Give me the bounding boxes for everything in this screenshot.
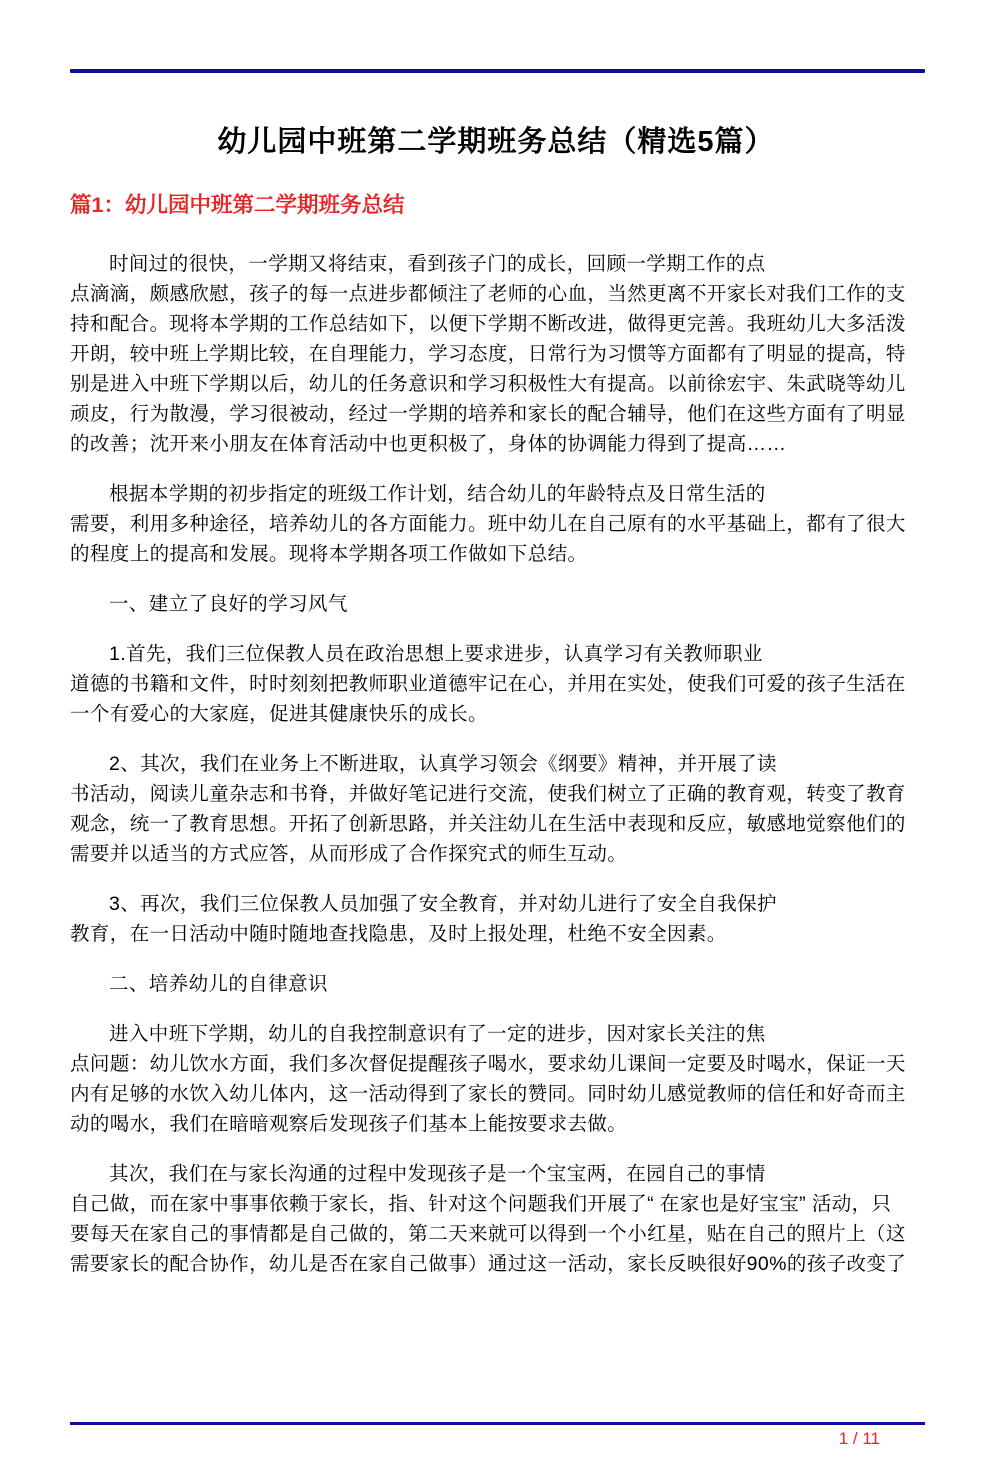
text-line: 3、再次，我们三位保教人员加强了安全教育，并对幼儿进行了安全自我保护 (109, 893, 777, 915)
text-line: 持和配合。现将本学期的工作总结如下，以便下学期不断改进，做得更完善。我班幼儿大多活泼 (70, 313, 906, 335)
text-line: 一个有爱心的大家庭，促进其健康快乐的成长。 (70, 703, 488, 725)
text-line: 道德的书籍和文件，时时刻刻把教师职业道德牢记在心，并用在实处，使我们可爱的孩子生活在 (70, 673, 906, 695)
text-line: 顽皮，行为散漫，学习很被动，经过一学期的培养和家长的配合辅导，他们在这些方面有了明显 (70, 403, 906, 425)
text-line: 动的喝水，我们在暗暗观察后发现孩子们基本上能按要求去做。 (70, 1113, 628, 1135)
text-line: 点问题：幼儿饮水方面，我们多次督促提醒孩子喝水，要求幼儿课间一定要及时喝水，保证一天 (70, 1053, 906, 1075)
text-line: 进入中班下学期，幼儿的自我控制意识有了一定的进步，因对家长关注的焦 (109, 1023, 766, 1045)
paragraph (70, 889, 928, 949)
text-line: 内有足够的水饮入幼儿体内，这一活动得到了家长的赞同。同时幼儿感觉教师的信任和好奇而主 (70, 1083, 906, 1105)
document-page (0, 69, 992, 1472)
paragraph (70, 749, 928, 869)
footer-divider-rule (70, 1422, 925, 1425)
text-line: 观念，统一了教育思想。开拓了创新思路，并关注幼儿在生活中表现和反应，敏感地觉察他们的 (70, 813, 906, 835)
paragraph (70, 1159, 928, 1279)
text-line: 开朗，较中班上学期比较，在自理能力，学习态度，日常行为习惯等方面都有了明显的提高，特 (70, 343, 906, 365)
body-heading (70, 969, 928, 999)
paragraph (70, 249, 928, 459)
text-line: 书活动，阅读儿童杂志和书脊，并做好笔记进行交流，使我们树立了正确的教育观，转变了教育 (70, 783, 906, 805)
text-line: 点滴滴，颇感欣慰，孩子的每一点进步都倾注了老师的心血，当然更离不开家长对我们工作的支 (70, 283, 906, 305)
text-line: 的程度上的提高和发展。现将本学期各项工作做如下总结。 (70, 543, 588, 565)
text-line: 根据本学期的初步指定的班级工作计划，结合幼儿的年龄特点及日常生活的 (109, 483, 766, 505)
text-line: 时间过的很快，一学期又将结束，看到孩子门的成长，回顾一学期工作的点 (109, 253, 766, 275)
document-body (70, 249, 928, 1279)
top-divider-rule (70, 69, 925, 73)
text-line: 一、建立了良好的学习风气 (109, 593, 348, 615)
text-line: 二、培养幼儿的自律意识 (109, 973, 328, 995)
text-line: 自己做，而在家中事事依赖于家长，指、针对这个问题我们开展了“ 在家也是好宝宝” 活动，只 (70, 1193, 892, 1215)
text-line: 的改善；沈开来小朋友在体育活动中也更积极了，身体的协调能力得到了提高…… (70, 433, 787, 455)
text-line: 2、其次，我们在业务上不断进取，认真学习领会《纲要》精神，并开展了读 (109, 753, 777, 775)
text-line: 需要家长的配合协作，幼儿是否在家自己做事）通过这一活动，家长反映很好90%的孩子改变了 (70, 1253, 907, 1275)
page-number-indicator: 1 / 11 (838, 1429, 880, 1448)
paragraph (70, 479, 928, 569)
paragraph (70, 1019, 928, 1139)
text-line: 要每天在家自己的事情都是自己做的，第二天来就可以得到一个小红星，贴在自己的照片上（这 (70, 1223, 906, 1245)
document-title: 幼儿园中班第二学期班务总结（精选5篇） (217, 126, 775, 158)
text-line: 需要并以适当的方式应答，从而形成了合作探究式的师生互动。 (70, 843, 628, 865)
text-line: 教育，在一日活动中随时随地查找隐患，及时上报处理，杜绝不安全因素。 (70, 923, 727, 945)
body-heading (70, 589, 928, 619)
text-line: 需要，利用多种途径，培养幼儿的各方面能力。班中幼儿在自己原有的水平基础上，都有了很大 (70, 513, 906, 535)
text-line: 1.首先，我们三位保教人员在政治思想上要求进步，认真学习有关教师职业 (109, 643, 763, 665)
text-line: 其次，我们在与家长沟通的过程中发现孩子是一个宝宝两，在园自己的事情 (109, 1163, 766, 1185)
text-line: 别是进入中班下学期以后，幼儿的任务意识和学习积极性大有提高。以前徐宏宇、朱武晓等幼儿 (70, 373, 906, 395)
article-section-heading: 篇1：幼儿园中班第二学期班务总结 (70, 193, 405, 217)
paragraph (70, 639, 928, 729)
